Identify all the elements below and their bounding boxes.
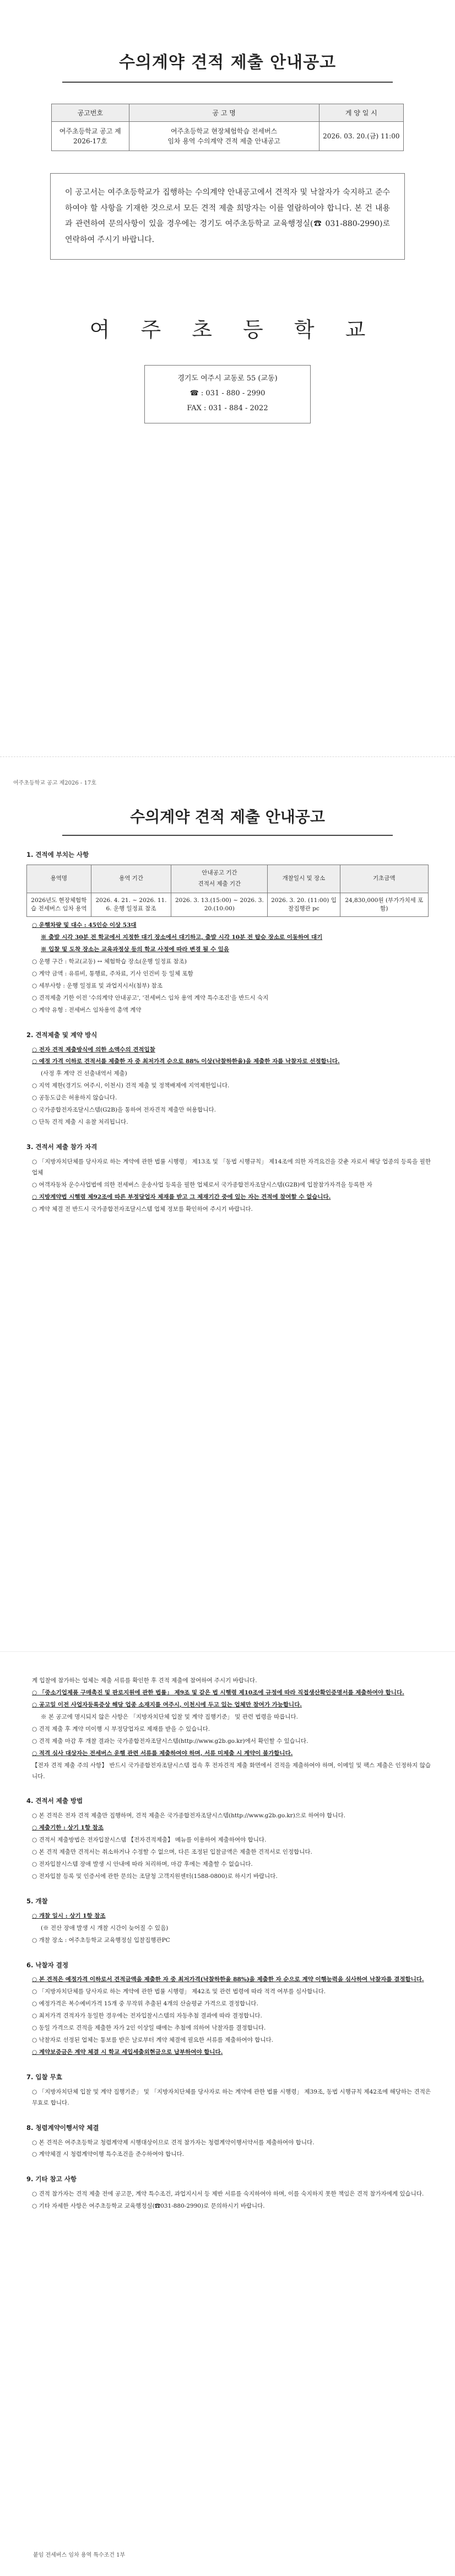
notice-name-line2: 임차 용역 수의계약 견적 제출 안내공고: [167, 137, 280, 145]
section-4-heading: 4. 견적서 제출 방법: [26, 1797, 83, 1805]
section-7-heading: 7. 입찰 무효: [26, 2073, 62, 2081]
col-base-amount: 기초금액: [340, 865, 428, 893]
section-9-heading: 9. 기타 참고 사항: [26, 2175, 77, 2183]
list-item: ○ 제출기한 : 상기 1항 참조: [32, 1824, 104, 1832]
list-item: ○ 여객자동차 운수사업법에 의한 전세버스 운송사업 등록을 필한 업체로서 국가종합전자조달시스템(G2B)에 입찰참가자격을 등록한 자: [32, 1181, 372, 1188]
list-item: ○ 공고일 이전 사업자등록증상 해당 업종 소재지를 여주시, 이천시에 두고 있는 업체만 참여가 가능합니다.: [32, 1701, 302, 1708]
list-item: ○ 견적 제출 후 계약 미이행 시 부정당업자로 제재를 받을 수 있습니다.: [32, 1725, 210, 1732]
address: 경기도 여주시 교동로 55 (교동): [177, 374, 278, 383]
section-4-list: [32, 1811, 431, 1882]
section-3-continued: [24, 1673, 431, 2213]
notice-doc-no: 여주초등학교 공고 제2026 - 17호: [13, 780, 96, 786]
list-item: ○ 지역 제한(경기도 여주시, 이천시) 견적 제출 및 정책배제에 지역제한입니다.: [32, 1082, 230, 1090]
list-item: ○ 전자입찰시스템 장애 발생 시 안내에 따라 처리하며, 마감 후에는 제출할 수 없습니다.: [32, 1861, 253, 1868]
note-item: ○ 세부사항 : 운행 일정표 및 과업지시서(첨부) 참조: [32, 982, 162, 989]
title-rule: [62, 82, 393, 83]
list-item: ○ 단독 견적 제출 시 유찰 처리됩니다.: [32, 1119, 128, 1126]
notice-name-line1: 여주초등학교 현장체험학습 전세버스: [171, 127, 278, 135]
list-item: ○ 계약보증금은 계약 체결 시 학교 세입세출외현금으로 납부하여야 합니다.: [32, 2049, 223, 2056]
notice-period-cell: 2026. 3. 13.(15:00) ~ 2026. 3. 20.(10:00): [171, 893, 268, 916]
list-item: ○ 개찰 장소 : 여주초등학교 교육행정실 입찰집행관PC: [32, 1936, 170, 1944]
list-item: ○ 「중소기업제품 구매촉진 및 판로지원에 관한 법률」 제9조 및 같은 법 시행령 제10조에 규정에 따라 직접생산확인증명서를 제출하여야 합니다.: [32, 1689, 404, 1696]
section-6-list: [32, 1974, 431, 2058]
page-break: [0, 1651, 455, 1652]
section-8-list: [32, 2138, 431, 2161]
intro-box: 이 공고서는 여주초등학교가 집행하는 수의계약 안내공고에서 견적자 및 낙찰자가 숙지하고 준수하여야 할 사항을 기재한 것으로서 모든 견적 제출 희망자는 이를 열람하여야 합니다. 본 건 내용과 관련하여 문의사항이 있을 경우에는 경기도 여주초등학교 교육행정실(☎ 031-880-2990)로 연락하여 주시기 바랍니다.: [50, 173, 405, 260]
col-doc-no: 공고번호: [52, 104, 129, 122]
list-item: ○ 「지방자치단체를 당사자로 하는 계약에 관한 법률 시행령」 제42조 및 관련 법령에 따라 적격 여부를 심사합니다.: [32, 1988, 326, 1995]
service-period-cell: 2026. 4. 21. ~ 2026. 11. 6. 운행 일정표 참조: [91, 893, 171, 916]
section-3: [24, 1141, 431, 1215]
section-8-heading: 8. 청렴계약이행서약 체결: [26, 2123, 99, 2132]
contact-box: [144, 365, 311, 423]
section-1: [24, 849, 431, 1016]
list-item: (사정 후 계약 건 선출내역서 제출): [41, 1070, 127, 1077]
list-item: ○ 본 견적은 예정가격 이하로서 견적금액을 제출한 자 중 최저가격(낙찰하한율 88%)을 제출한 자 순으로 계약 이행능력을 심사하여 낙찰자를 결정합니다.: [32, 1976, 424, 1983]
list-item: ○ 낙찰자로 선정된 업체는 통보를 받은 날로부터 계약 체결에 필요한 서류를 제출하여야 합니다.: [32, 2037, 273, 2044]
list-item: (※ 전산 장애 발생 시 개찰 시간이 늦어질 수 있음): [41, 1924, 169, 1931]
note-item: ※ 입찰 및 도착 장소는 교육과정상 등의 학교 사정에 따라 변경 될 수 있음: [41, 946, 230, 953]
section-5-heading: 5. 개찰: [26, 1897, 48, 1905]
list-item: ○ 공동도급은 허용하지 않습니다.: [32, 1094, 117, 1102]
service-table: [26, 865, 429, 917]
list-item: ○ 적격 심사 대상자는 전세버스 운행 관련 서류를 제출하여야 하며, 서류 미제출 시 계약이 불가합니다.: [32, 1749, 293, 1757]
col-service-period: 용역 기간: [91, 865, 171, 893]
note-item: ※ 출발 시각 30분 전 학교에서 지정한 대기 장소에서 대기하고, 출발 시각 10분 전 탑승 장소로 이동하여 대기: [41, 934, 323, 941]
col-opening: 개찰일시 및 장소: [268, 865, 340, 893]
service-name-cell: 2026년도 현장체험학습 전세버스 임차 용역: [27, 893, 91, 916]
list-item: ○ 견적서 제출방법은 전자입찰시스템 【전자견적제출】 메뉴를 이용하여 제출하여야 합니다.: [32, 1837, 267, 1844]
list-item: ○ 본 견적은 전자 견적 제출만 집행하며, 견적 제출은 국가종합전자조달시스템(http://www.g2b.go.kr)으로 하여야 합니다.: [32, 1812, 345, 1820]
note-item: ○ 계약 금액 : 유류비, 통행료, 주차료, 기사 인건비 등 일체 포함: [32, 970, 193, 977]
notice-title: 수의계약 견적 제출 안내공고: [130, 808, 325, 826]
cover-title: 수의계약 견적 제출 안내공고: [118, 53, 337, 72]
notice-sheet: [0, 769, 455, 2576]
list-item: ○ 전자 견적 제출방식에 의한 소액수의 견적입찰: [32, 1046, 155, 1053]
list-item: 【전자 견적 제출 주의 사항】 반드시 국가종합전자조달시스템 접속 후 전자견적 제출 화면에서 견적을 제출하여야 하며, 이메일 및 팩스 제출은 인정하지 않습니다.: [32, 1762, 431, 1780]
list-item: ○ 본 견적은 여주초등학교 청렴계약제 시행대상이므로 견적 참가자는 청렴계약이행서약서를 제출하여야 합니다.: [32, 2139, 315, 2146]
list-item: ○ 최저가격 견적자가 동일한 경우에는 전자입찰시스템의 자동추첨 결과에 따라 결정합니다.: [32, 2012, 262, 2020]
list-item: ※ 본 공고에 명시되지 않은 사항은 「지방자치단체 입찰 및 계약 집행기준」 및 관련 법령을 따릅니다.: [41, 1713, 298, 1720]
list-item: ○ 지방계약법 시행령 제92조에 따른 부정당업자 제재를 받고 그 제재기간 중에 있는 자는 견적에 참여할 수 없습니다.: [32, 1193, 331, 1200]
list-item: 계 입찰에 참가하는 업체는 제출 서류를 확인한 후 견적 제출에 참여하여 주시기 바랍니다.: [32, 1677, 257, 1684]
col-notice-name: 공 고 명: [129, 104, 319, 122]
section-3-heading: 3. 견적서 제출 참가 자격: [26, 1143, 98, 1151]
section-6-heading: 6. 낙찰자 결정: [26, 1961, 68, 1969]
phone: ☎ : 031 - 880 - 2990: [189, 389, 266, 398]
list-item: ○ 전자입찰 등록 및 인증서에 관한 문의는 조달청 고객지원센터(1588-0800)로 하시기 바랍니다.: [32, 1872, 278, 1880]
list-item: ○ 국가종합전자조달시스템(G2B)을 통하여 전자견적 제출만 허용합니다.: [32, 1107, 216, 1114]
note-item: ○ 견적제출 기한 이전 '수의계약 안내공고', '전세버스 임차 용역 계약 특수조건'을 반드시 숙지: [32, 994, 269, 1001]
note-item: ○ 계약 유형 : 전세버스 임차용역 총액 계약: [32, 1006, 142, 1013]
list-item: ○ 예정가격은 복수예비가격 15개 중 무작위 추출된 4개의 산술평균 가격으로 결정합니다.: [32, 2000, 258, 2008]
list-item: ○ 계약체결 시 청렴계약이행 특수조건을 준수하여야 합니다.: [32, 2151, 184, 2158]
col-posting-date: 게 양 일 시: [319, 104, 403, 122]
section-2-list: [32, 1045, 431, 1129]
list-item: ○ 본 견적 제출만 견적서는 취소하거나 수정할 수 없으며, 다른 조정된 입찰금액은 제출한 견적서로 인정합니다.: [32, 1849, 312, 1856]
list-item: ○ 개찰 일시 : 상기 1항 참조: [32, 1912, 106, 1919]
list-item: ○ 기타 자세한 사항은 여주초등학교 교육행정실(☎031-880-2990)로 문의하시기 바랍니다.: [32, 2203, 265, 2210]
opening-cell: 2026. 3. 20. (11:00) 입찰집행관 pc: [268, 893, 340, 916]
section-5-list: [32, 1911, 431, 1946]
section-1-heading: 1. 견적에 부치는 사항: [26, 851, 89, 858]
notice-header-table: [51, 104, 404, 151]
section-2: [24, 1029, 431, 1128]
section-3-list: [32, 1157, 431, 1215]
list-item: ○ 예정 가격 이하로 견적서를 제출한 자 중 최저가격 순으로 88% 이상(낙찰하한율)을 제출한 자를 낙찰자로 선정합니다.: [32, 1058, 340, 1065]
notice-title-rule: [62, 835, 393, 836]
list-item: ○ 「지방자치단체 입찰 및 계약 집행기준」 및 「지방자치단체를 당사자로 하는 계약에 관한 법률 시행령」 제39조, 동법 시행규칙 제42조에 해당하는 견적은 무효로 합니다.: [32, 2088, 431, 2106]
notice-name-cell: [129, 122, 319, 151]
section-1-notes: [32, 920, 431, 1016]
list-item: ○ 계약 체결 전 반드시 국가종합전자조달시스템 업체 정보를 확인하여 주시기 바랍니다.: [32, 1205, 253, 1212]
attachment-note: 붙임 전세버스 임차 용역 특수조건 1부: [33, 2552, 126, 2558]
list-item: ○ 견적 참가자는 견적 제출 전에 공고문, 계약 특수조건, 과업지시서 등 제반 서류를 숙지하여야 하며, 이를 숙지하지 못한 책임은 견적 참가자에게 있습니다.: [32, 2191, 424, 2198]
doc-no-cell: 여주초등학교 공고 제2026-17호: [52, 122, 129, 151]
section-3-continued-list: [32, 1676, 431, 1782]
sheet-separator: [0, 756, 455, 757]
section-9-list: [32, 2189, 431, 2212]
note-item: ○ 운행차량 및 대수 : 45인승 이상 53대: [32, 922, 137, 929]
base-amount-cell: 24,830,000원 (부가가치세 포함): [340, 893, 428, 916]
list-item: ○ 동일 가격으로 견적을 제출한 자가 2인 이상일 때에는 추첨에 의하여 낙찰자를 결정합니다.: [32, 2025, 266, 2032]
col-service-name: 용역명: [27, 865, 91, 893]
list-item: ○ 「지방자치단체를 당사자로 하는 계약에 관한 법률 시행령」 제13조 및 「동법 시행규칙」 제14조에 의한 자격요건을 갖춘 자로서 해당 업종의 등록을 필한 업체: [32, 1158, 431, 1176]
cover-sheet: [0, 0, 455, 744]
list-item: ○ 견적 제출 마감 후 개찰 결과는 국가종합전자조달시스템(http://www.g2b.go.kr)에서 확인할 수 있습니다.: [32, 1737, 308, 1745]
note-item: ○ 운행 구간 : 학교(교동) ↔ 체험학습 장소(운행 일정표 참조): [32, 958, 187, 965]
section-2-heading: 2. 견적제출 및 계약 방식: [26, 1031, 98, 1039]
posting-date-cell: 2026. 03. 20.(금) 11:00: [319, 122, 403, 151]
col-notice-period: 안내공고 기간 견적서 제출 기간: [171, 865, 268, 893]
fax: FAX : 031 - 884 - 2022: [187, 404, 268, 413]
section-7-list: [32, 2087, 431, 2109]
school-name: 여 주 초 등 학 교: [89, 317, 378, 342]
